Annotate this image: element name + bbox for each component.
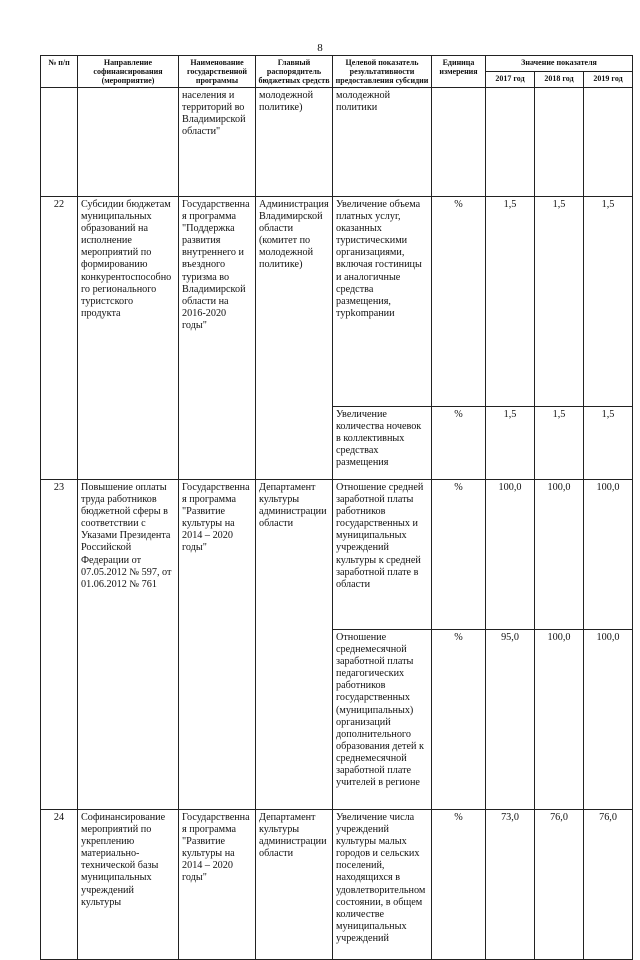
header-year-2019: 2019 год: [584, 72, 633, 88]
header-year-2017: 2017 год: [486, 72, 535, 88]
cell-program: Государственная программа "Поддержка развития внутреннего и въездного туризма во Владимирской области на 2016-2020 годы": [179, 197, 256, 480]
header-direction: Направление софинансирования (мероприятие): [78, 56, 179, 88]
cell-unit: %: [432, 197, 486, 407]
cell-value-2017: [486, 88, 535, 197]
cell-direction: [78, 88, 179, 197]
cell-value-2019: [584, 88, 633, 197]
cell-indicator: Увеличение объема платных услуг, оказанных туристическими организациями, включая гостиницы и аналогичные средства размещения, турkompании: [333, 197, 432, 407]
cell-value-2017: 95,0: [486, 630, 535, 810]
cell-unit: [432, 88, 486, 197]
cell-value-2019: 100,0: [584, 480, 633, 630]
table-row-continuation: [41, 88, 633, 197]
cell-indicator: молодежной политики: [333, 88, 432, 197]
table-row: [41, 480, 633, 630]
cell-value-2017: 1,5: [486, 407, 535, 480]
cell-program: Государственная программа "Развитие культуры на 2014 – 2020 годы": [179, 480, 256, 810]
indicators-table: [40, 55, 633, 960]
header-manager: Главный распорядитель бюджетных средств: [256, 56, 333, 88]
header-indicator: Целевой показатель результативности предоставления субсидии: [333, 56, 432, 88]
header-values-title: Значение показателя: [486, 56, 633, 72]
cell-value-2017: 100,0: [486, 480, 535, 630]
cell-manager: Департамент культуры администрации области: [256, 810, 333, 960]
header-num: № п/п: [41, 56, 78, 88]
cell-value-2018: [535, 88, 584, 197]
cell-program: Государственная программа "Развитие культуры на 2014 – 2020 годы": [179, 810, 256, 960]
cell-value-2017: 1,5: [486, 197, 535, 407]
cell-value-2018: 1,5: [535, 197, 584, 407]
cell-value-2019: 1,5: [584, 197, 633, 407]
cell-direction: Софинансирование мероприятий по укреплению материально-технической базы муниципальных учреждений культуры: [78, 810, 179, 960]
header-year-2018: 2018 год: [535, 72, 584, 88]
cell-value-2018: 100,0: [535, 480, 584, 630]
page-number: 8: [317, 42, 323, 54]
cell-indicator: Увеличение числа учреждений культуры малых городов и сельских поселений, находящихся в удовлетворительном состоянии, в общем количестве муниципальных учреждений: [333, 810, 432, 960]
header-program: Наименование государственной программы: [179, 56, 256, 88]
cell-value-2018: 100,0: [535, 630, 584, 810]
header-unit: Единица измерения: [432, 56, 486, 88]
cell-unit: %: [432, 810, 486, 960]
cell-num: 23: [41, 480, 78, 810]
cell-manager: молодежной политике): [256, 88, 333, 197]
cell-manager: Администрация Владимирской области (комитет по молодежной политике): [256, 197, 333, 480]
cell-value-2019: 76,0: [584, 810, 633, 960]
table-header-row: [41, 56, 633, 72]
cell-unit: %: [432, 630, 486, 810]
cell-manager: Департамент культуры администрации области: [256, 480, 333, 810]
cell-num: 22: [41, 197, 78, 480]
table-row: [41, 197, 633, 407]
cell-num: [41, 88, 78, 197]
cell-num: 24: [41, 810, 78, 960]
cell-value-2019: 100,0: [584, 630, 633, 810]
cell-unit: %: [432, 407, 486, 480]
cell-indicator: Отношение среднемесячной заработной платы педагогических работников государственных (муниципальных) организаций дополнительного образования детей к среднемесячной заработной плате учителей в регионе: [333, 630, 432, 810]
table-row: [41, 810, 633, 960]
cell-value-2019: 1,5: [584, 407, 633, 480]
cell-value-2017: 73,0: [486, 810, 535, 960]
cell-direction: Субсидии бюджетам муниципальных образований на исполнение мероприятий по формированию конкурентоспособного регионального туристского продукта: [78, 197, 179, 480]
cell-value-2018: 76,0: [535, 810, 584, 960]
cell-program: населения и территорий во Владимирской области": [179, 88, 256, 197]
cell-indicator: Увеличение количества ночевок в коллективных средствах размещения: [333, 407, 432, 480]
cell-indicator: Отношение средней заработной платы работников государственных и муниципальных учреждений культуры к средней заработной плате в области: [333, 480, 432, 630]
cell-direction: Повышение оплаты труда работников бюджетной сферы в соответствии с Указами Президента Российской Федерации от 07.05.2012 № 597, от 01.06.2012 № 761: [78, 480, 179, 810]
cell-value-2018: 1,5: [535, 407, 584, 480]
cell-unit: %: [432, 480, 486, 630]
